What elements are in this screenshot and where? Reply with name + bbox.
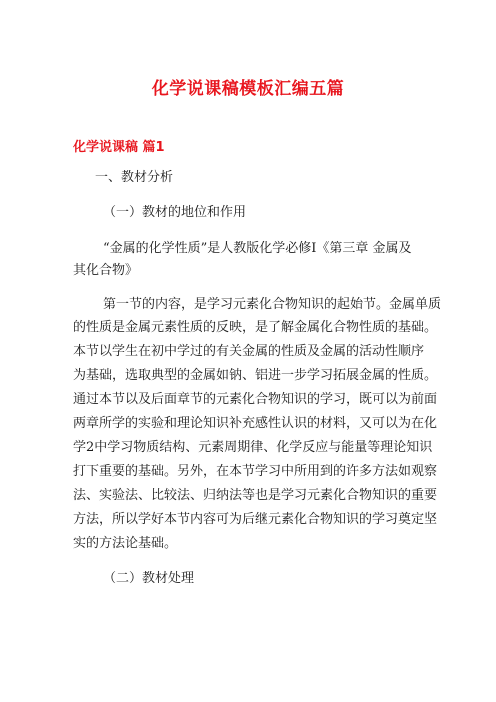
paragraph-line: 实的方法论基础。 <box>73 536 178 551</box>
document-title: 化学说课稿模板汇编五篇 <box>151 79 345 99</box>
heading-teaching-material-analysis: 一、教材分析 <box>95 170 174 185</box>
paragraph-line: “金属的化学性质”是人教版化学必修Ⅰ《第三章 金属及 <box>103 241 412 256</box>
paragraph-line: 的性质是金属元素性质的反映，是了解金属化合物性质的基础。 <box>73 320 438 335</box>
section-heading: 化学说课稿 篇1 <box>73 140 165 155</box>
paragraph-line: 通过本节以及后面章节的元素化合物知识的学习，既可以为前面 <box>73 392 438 407</box>
paragraph-line: 法、实验法、比较法、归纳法等也是学习元素化合物知识的重要 <box>73 488 438 503</box>
paragraph-line: 其化合物》 <box>73 263 139 278</box>
paragraph-line: 第一节的内容，是学习元素化合物知识的起始节。金属单质 <box>103 297 442 312</box>
subheading-material-handling: （二）教材处理 <box>103 571 195 586</box>
paragraph-line: 本节以学生在初中学过的有关金属的性质及金属的活动性顺序 <box>73 344 425 359</box>
paragraph-line: 两章所学的实验和理论知识补充感性认识的材料，又可以为在化 <box>73 416 438 431</box>
paragraph-line: 方法，所以学好本节内容可为后继元素化合物知识的学习奠定坚 <box>73 512 438 527</box>
paragraph-line: 为基础，选取典型的金属如钠、铝进一步学习拓展金属的性质。 <box>73 368 438 383</box>
subheading-material-role: （一）教材的地位和作用 <box>103 205 247 220</box>
paragraph-line: 打下重要的基础。另外，在本节学习中所用到的许多方法如观察 <box>73 464 438 479</box>
paragraph-line: 学2中学习物质结构、元素周期律、化学反应与能量等理论知识 <box>73 440 433 455</box>
